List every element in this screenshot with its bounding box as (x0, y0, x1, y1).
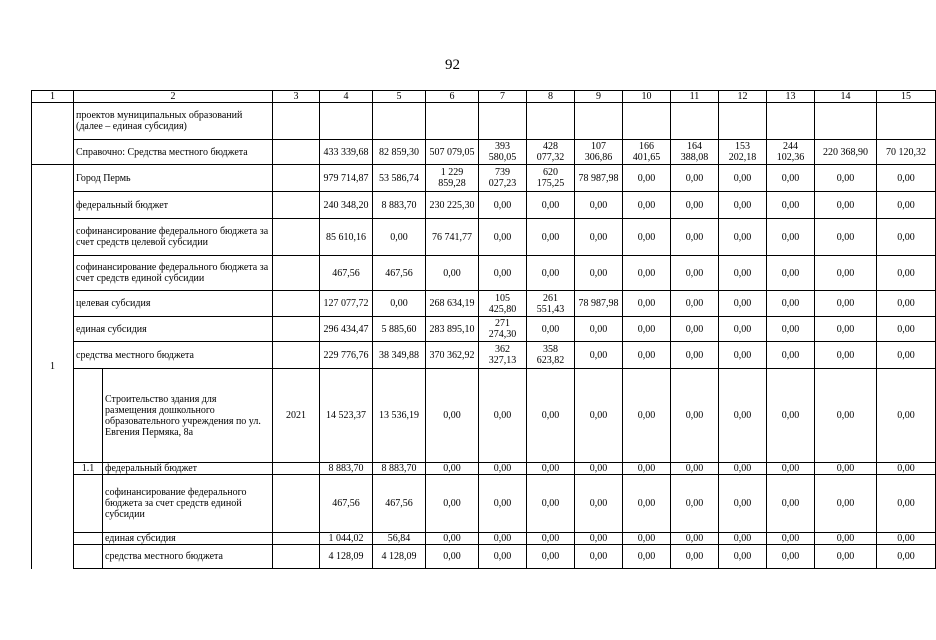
value-cell: 467,56 (320, 475, 373, 533)
value-cell (815, 103, 877, 140)
header-cell: 8 (527, 91, 575, 103)
value-cell: 8 883,70 (373, 192, 426, 219)
value-cell: 1 229 859,28 (426, 165, 479, 192)
value-cell: 467,56 (373, 256, 426, 291)
value-cell: 739 027,23 (479, 165, 527, 192)
value-cell: 14 523,37 (320, 369, 373, 463)
label-text: Строительство здания для размещения дошкольного образовательного учреждения по ул. Евгения Пермяка, 8а (105, 393, 261, 438)
value-cell: 0,00 (767, 291, 815, 317)
value-cell: 0,00 (623, 369, 671, 463)
row-label: целевая субсидия (74, 291, 273, 317)
value-cell: 0,00 (623, 317, 671, 342)
value-cell: 0,00 (527, 256, 575, 291)
value-cell: 76 741,77 (426, 219, 479, 256)
row-number (74, 533, 103, 544)
value-cell: 0,00 (479, 369, 527, 463)
value-cell: 0,00 (623, 463, 671, 475)
value-cell: 0,00 (623, 219, 671, 256)
value-cell: 56,84 (373, 533, 426, 545)
value-cell: 0,00 (426, 545, 479, 569)
value-cell: 0,00 (719, 256, 767, 291)
header-cell: 2 (74, 91, 273, 103)
value-cell: 0,00 (767, 165, 815, 192)
year-cell (273, 545, 320, 569)
year-cell: 2021 (273, 369, 320, 463)
value-cell: 0,00 (623, 165, 671, 192)
label-text: софинансирование федерального бюджета за счет средств единой субсидии (105, 487, 247, 520)
value-cell: 0,00 (815, 219, 877, 256)
year-cell (273, 317, 320, 342)
header-cell: 5 (373, 91, 426, 103)
value-cell (623, 103, 671, 140)
value-cell: 240 348,20 (320, 192, 373, 219)
header-row (32, 91, 936, 103)
row-label: проектов муниципальных образований (далее – единая субсидия) (74, 103, 273, 140)
value-cell: 0,00 (719, 463, 767, 475)
value-cell (320, 103, 373, 140)
value-cell: 0,00 (671, 463, 719, 475)
year-cell (273, 463, 320, 475)
row-label (74, 545, 273, 569)
row-label (74, 533, 273, 545)
value-cell: 0,00 (575, 256, 623, 291)
year-cell (273, 533, 320, 545)
value-cell: 0,00 (767, 533, 815, 545)
value-cell: 0,00 (426, 463, 479, 475)
value-cell: 0,00 (575, 219, 623, 256)
value-cell: 0,00 (623, 342, 671, 369)
value-cell: 0,00 (575, 545, 623, 569)
value-cell: 467,56 (320, 256, 373, 291)
row-number (74, 369, 103, 462)
value-cell: 0,00 (877, 192, 936, 219)
value-cell: 507 079,05 (426, 140, 479, 165)
table-row (32, 256, 936, 291)
value-cell: 0,00 (623, 475, 671, 533)
value-cell: 0,00 (527, 475, 575, 533)
value-cell: 0,00 (719, 369, 767, 463)
value-cell: 0,00 (767, 192, 815, 219)
value-cell: 70 120,32 (877, 140, 936, 165)
header-cell: 10 (623, 91, 671, 103)
row-label: софинансирование федерального бюджета за счет средств единой субсидии (74, 256, 273, 291)
table-row (32, 165, 936, 192)
value-cell: 8 883,70 (373, 463, 426, 475)
value-cell: 0,00 (815, 291, 877, 317)
value-cell: 0,00 (623, 256, 671, 291)
value-cell: 0,00 (575, 317, 623, 342)
value-cell: 393 580,05 (479, 140, 527, 165)
value-cell: 0,00 (426, 475, 479, 533)
header-cell: 7 (479, 91, 527, 103)
value-cell: 0,00 (479, 256, 527, 291)
header-cell: 9 (575, 91, 623, 103)
value-cell: 0,00 (671, 533, 719, 545)
year-cell (273, 192, 320, 219)
value-cell: 0,00 (479, 475, 527, 533)
value-cell: 0,00 (719, 192, 767, 219)
row-number: 1 (32, 165, 74, 569)
value-cell: 0,00 (877, 291, 936, 317)
table-row (32, 140, 936, 165)
value-cell: 0,00 (575, 533, 623, 545)
value-cell: 4 128,09 (320, 545, 373, 569)
value-cell: 0,00 (479, 533, 527, 545)
row-number-blank (32, 103, 74, 165)
value-cell: 229 776,76 (320, 342, 373, 369)
value-cell: 0,00 (815, 545, 877, 569)
label-text: федеральный бюджет (105, 463, 198, 474)
value-cell: 127 077,72 (320, 291, 373, 317)
value-cell: 979 714,87 (320, 165, 373, 192)
value-cell: 296 434,47 (320, 317, 373, 342)
value-cell: 153 202,18 (719, 140, 767, 165)
value-cell: 0,00 (575, 463, 623, 475)
value-cell: 0,00 (671, 317, 719, 342)
value-cell: 433 339,68 (320, 140, 373, 165)
value-cell: 53 586,74 (373, 165, 426, 192)
value-cell: 0,00 (527, 545, 575, 569)
value-cell: 8 883,70 (320, 463, 373, 475)
value-cell: 0,00 (877, 475, 936, 533)
value-cell: 0,00 (815, 533, 877, 545)
value-cell: 0,00 (877, 545, 936, 569)
value-cell: 268 634,19 (426, 291, 479, 317)
value-cell: 164 388,08 (671, 140, 719, 165)
value-cell: 1 044,02 (320, 533, 373, 545)
value-cell: 0,00 (671, 219, 719, 256)
value-cell: 0,00 (575, 475, 623, 533)
value-cell: 620 175,25 (527, 165, 575, 192)
table-row (32, 533, 936, 545)
value-cell: 0,00 (719, 165, 767, 192)
value-cell: 0,00 (815, 342, 877, 369)
value-cell: 0,00 (623, 192, 671, 219)
table-row (32, 219, 936, 256)
value-cell: 0,00 (877, 369, 936, 463)
value-cell: 230 225,30 (426, 192, 479, 219)
year-cell (273, 256, 320, 291)
row-label (74, 369, 273, 463)
value-cell: 0,00 (719, 219, 767, 256)
value-cell: 0,00 (426, 369, 479, 463)
value-cell: 0,00 (877, 533, 936, 545)
value-cell (877, 103, 936, 140)
label-text: средства местного бюджета (105, 551, 223, 562)
header-cell: 14 (815, 91, 877, 103)
value-cell: 0,00 (671, 475, 719, 533)
value-cell: 0,00 (719, 317, 767, 342)
header-cell: 6 (426, 91, 479, 103)
value-cell: 78 987,98 (575, 291, 623, 317)
table-row (32, 369, 936, 463)
value-cell: 0,00 (877, 165, 936, 192)
table-row (32, 475, 936, 533)
value-cell: 0,00 (479, 463, 527, 475)
year-cell (273, 342, 320, 369)
table-row (32, 317, 936, 342)
value-cell: 0,00 (426, 256, 479, 291)
header-cell: 12 (719, 91, 767, 103)
header-cell: 13 (767, 91, 815, 103)
row-number: 1.1 (74, 463, 103, 474)
value-cell: 0,00 (671, 342, 719, 369)
value-cell: 0,00 (877, 219, 936, 256)
value-cell: 0,00 (877, 317, 936, 342)
value-cell (719, 103, 767, 140)
row-label: софинансирование федерального бюджета за счет средств целевой субсидии (74, 219, 273, 256)
value-cell: 0,00 (877, 463, 936, 475)
value-cell: 38 349,88 (373, 342, 426, 369)
budget-table (31, 90, 936, 569)
value-cell: 5 885,60 (373, 317, 426, 342)
value-cell: 0,00 (575, 192, 623, 219)
value-cell: 0,00 (767, 256, 815, 291)
value-cell: 0,00 (527, 369, 575, 463)
header-cell: 3 (273, 91, 320, 103)
value-cell: 0,00 (719, 475, 767, 533)
page-number: 92 (445, 57, 460, 73)
value-cell: 105 425,80 (479, 291, 527, 317)
value-cell: 0,00 (767, 545, 815, 569)
value-cell (527, 103, 575, 140)
year-cell (273, 291, 320, 317)
value-cell: 0,00 (527, 192, 575, 219)
value-cell: 0,00 (671, 291, 719, 317)
row-label (74, 475, 273, 533)
year-cell (273, 165, 320, 192)
value-cell: 0,00 (719, 342, 767, 369)
table-row (32, 291, 936, 317)
value-cell: 0,00 (527, 463, 575, 475)
value-cell: 428 077,32 (527, 140, 575, 165)
value-cell: 0,00 (671, 192, 719, 219)
value-cell: 0,00 (623, 291, 671, 317)
value-cell: 370 362,92 (426, 342, 479, 369)
value-cell: 0,00 (623, 545, 671, 569)
value-cell: 0,00 (719, 533, 767, 545)
value-cell (373, 103, 426, 140)
row-label: средства местного бюджета (74, 342, 273, 369)
value-cell: 0,00 (877, 256, 936, 291)
row-label: единая субсидия (74, 317, 273, 342)
row-number (74, 545, 103, 568)
value-cell: 0,00 (815, 463, 877, 475)
row-label: Город Пермь (74, 165, 273, 192)
value-cell: 362 327,13 (479, 342, 527, 369)
row-number (74, 475, 103, 532)
value-cell: 82 859,30 (373, 140, 426, 165)
value-cell: 0,00 (671, 545, 719, 569)
value-cell: 283 895,10 (426, 317, 479, 342)
value-cell: 0,00 (767, 219, 815, 256)
year-cell (273, 219, 320, 256)
table-row (32, 192, 936, 219)
value-cell (575, 103, 623, 140)
header-cell: 1 (32, 91, 74, 103)
value-cell: 0,00 (815, 165, 877, 192)
value-cell: 0,00 (815, 192, 877, 219)
header-cell: 4 (320, 91, 373, 103)
value-cell: 107 306,86 (575, 140, 623, 165)
value-cell: 244 102,36 (767, 140, 815, 165)
value-cell: 0,00 (767, 342, 815, 369)
value-cell: 0,00 (671, 165, 719, 192)
row-label: Справочно: Средства местного бюджета (74, 140, 273, 165)
value-cell: 85 610,16 (320, 219, 373, 256)
value-cell: 261 551,43 (527, 291, 575, 317)
table-row (32, 463, 936, 475)
value-cell: 0,00 (671, 369, 719, 463)
value-cell: 0,00 (623, 533, 671, 545)
value-cell: 0,00 (719, 291, 767, 317)
value-cell: 0,00 (479, 219, 527, 256)
value-cell: 0,00 (767, 475, 815, 533)
value-cell: 220 368,90 (815, 140, 877, 165)
table-row (32, 545, 936, 569)
value-cell: 358 623,82 (527, 342, 575, 369)
year-cell (273, 140, 320, 165)
value-cell (479, 103, 527, 140)
value-cell: 0,00 (719, 545, 767, 569)
value-cell: 467,56 (373, 475, 426, 533)
header-cell: 11 (671, 91, 719, 103)
value-cell: 0,00 (575, 369, 623, 463)
value-cell (426, 103, 479, 140)
value-cell: 166 401,65 (623, 140, 671, 165)
value-cell: 4 128,09 (373, 545, 426, 569)
row-label: федеральный бюджет (74, 192, 273, 219)
table-row (32, 342, 936, 369)
label-text: единая субсидия (105, 533, 176, 544)
value-cell: 0,00 (527, 533, 575, 545)
value-cell: 0,00 (527, 219, 575, 256)
value-cell: 271 274,30 (479, 317, 527, 342)
value-cell: 13 536,19 (373, 369, 426, 463)
value-cell (671, 103, 719, 140)
value-cell: 0,00 (671, 256, 719, 291)
value-cell: 0,00 (767, 369, 815, 463)
value-cell: 0,00 (373, 291, 426, 317)
value-cell: 0,00 (815, 317, 877, 342)
value-cell: 0,00 (815, 475, 877, 533)
year-cell (273, 475, 320, 533)
value-cell: 0,00 (877, 342, 936, 369)
value-cell: 0,00 (479, 545, 527, 569)
row-label (74, 463, 273, 475)
value-cell (767, 103, 815, 140)
value-cell: 0,00 (479, 192, 527, 219)
value-cell: 0,00 (815, 256, 877, 291)
value-cell: 0,00 (815, 369, 877, 463)
value-cell: 0,00 (767, 317, 815, 342)
value-cell: 0,00 (527, 317, 575, 342)
value-cell: 0,00 (575, 342, 623, 369)
value-cell: 0,00 (373, 219, 426, 256)
value-cell: 0,00 (767, 463, 815, 475)
year-cell (273, 103, 320, 140)
value-cell: 78 987,98 (575, 165, 623, 192)
header-cell: 15 (877, 91, 936, 103)
value-cell: 0,00 (426, 533, 479, 545)
table-row (32, 103, 936, 140)
